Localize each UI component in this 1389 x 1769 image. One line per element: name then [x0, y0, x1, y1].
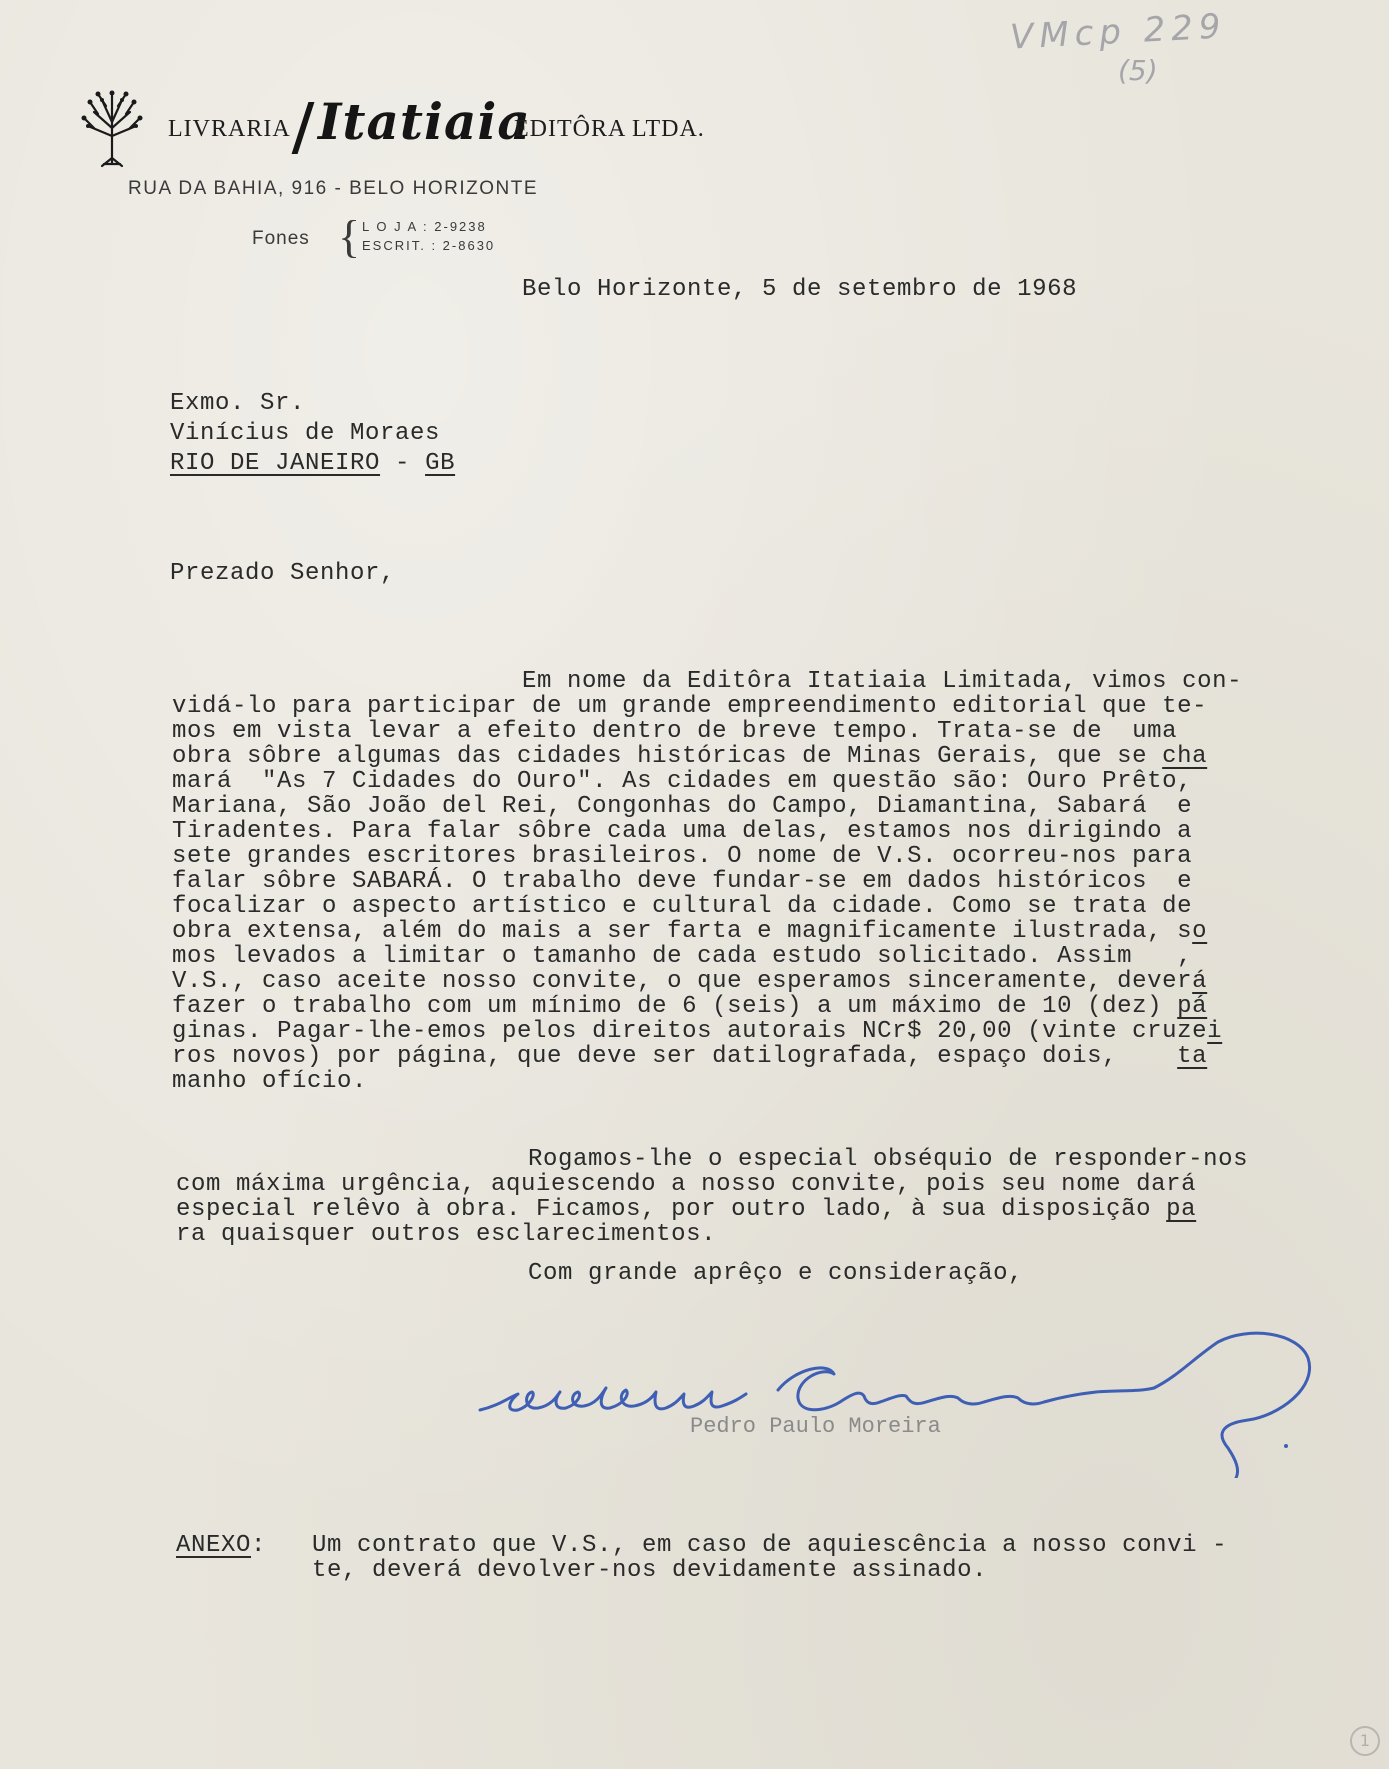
- body-text: fazer o trabalho com um mínimo de 6 (seis) a um máximo de 10 (dez): [172, 993, 1178, 1020]
- handwritten-signature: [478, 1328, 1358, 1478]
- phone-brace: {: [338, 211, 361, 262]
- body-text: especial relêvo à obra. Ficamos, por outro lado, à sua disposição: [176, 1196, 1167, 1223]
- letterhead-livraria: LIVRARIA: [168, 116, 291, 142]
- body-text: obra extensa, além do mais a ser farta e magnificamente ilustrada, s: [172, 918, 1193, 945]
- signer-name: Pedro Paulo Moreira: [690, 1414, 941, 1439]
- body-line: [172, 1020, 1222, 1044]
- body-line: mos levados a limitar o tamanho de cada estudo solicitado. Assim ,: [172, 943, 1193, 970]
- body-line: sete grandes escritores brasileiros. O nome de V.S. ocorreu-nos para: [172, 843, 1193, 870]
- letterhead-fones-label: Fones: [252, 228, 310, 249]
- body-text-underlined: o: [1192, 918, 1208, 945]
- annex-line: Um contrato que V.S., em caso de aquiescência a nosso convi -: [312, 1532, 1228, 1559]
- body-text-underlined: pá: [1177, 993, 1208, 1020]
- body-text-underlined: pa: [1166, 1196, 1197, 1223]
- recipient-name: Vinícius de Moraes: [170, 420, 441, 447]
- recipient-city: RIO DE JANEIRO: [170, 450, 381, 477]
- brand-slash-mark: [292, 102, 315, 154]
- closing-line: Com grande aprêço e consideração,: [528, 1260, 1024, 1287]
- recipient-title: Exmo. Sr.: [170, 390, 306, 417]
- body-line: [172, 1045, 1207, 1069]
- letter-date: Belo Horizonte, 5 de setembro de 1968: [522, 276, 1078, 303]
- archive-code: VMcp 229: [1009, 6, 1228, 58]
- body-line: [172, 970, 1207, 994]
- body-line: com máxima urgência, aquiescendo a nosso convite, pois seu nome dará: [176, 1171, 1197, 1198]
- body-line: Tiradentes. Para falar sôbre cada uma delas, estamos nos dirigindo a: [172, 818, 1193, 845]
- recipient-state: GB: [425, 450, 456, 477]
- recipient-separator: -: [380, 450, 426, 477]
- body-line: Mariana, São João del Rei, Congonhas do Campo, Diamantina, Sabará e: [172, 793, 1193, 820]
- phone-escritorio: ESCRIT. : 2-8630: [362, 238, 496, 253]
- annex-line: te, deverá devolver-nos devidamente assinado.: [312, 1557, 988, 1584]
- body-text: ros novos) por página, que deve ser datilografada, espaço dois,: [172, 1043, 1178, 1070]
- annex-label-line: [176, 1534, 266, 1558]
- annex-colon: :: [251, 1532, 267, 1559]
- body-text-underlined: á: [1192, 968, 1208, 995]
- body-line: Rogamos-lhe o especial obséquio de responder-nos: [528, 1146, 1249, 1173]
- letterhead-address: RUA DA BAHIA, 916 - BELO HORIZONTE: [128, 178, 538, 199]
- body-line: mará "As 7 Cidades do Ouro". As cidades em questão são: Ouro Prêto,: [172, 768, 1193, 795]
- phone-loja: L O J A : 2-9238: [362, 219, 487, 234]
- body-text-underlined: ta: [1177, 1043, 1208, 1070]
- body-line: falar sôbre SABARÁ. O trabalho deve fundar-se em dados históricos e: [172, 868, 1193, 895]
- body-line: [176, 1198, 1196, 1222]
- body-line: [172, 995, 1207, 1019]
- annex-label: ANEXO: [176, 1532, 252, 1559]
- page-number: 1: [1350, 1726, 1380, 1756]
- body-line: manho ofício.: [172, 1068, 368, 1095]
- body-text: V.S., caso aceite nosso convite, o que esperamos sinceramente, dever: [172, 968, 1193, 995]
- body-line: [172, 920, 1207, 944]
- body-line: vidá-lo para participar de um grande empreendimento editorial que te-: [172, 693, 1208, 720]
- body-text-underlined: i: [1207, 1018, 1223, 1045]
- body-line: [172, 745, 1207, 769]
- body-line: mos em vista levar a efeito dentro de breve tempo. Trata-se de uma: [172, 718, 1178, 745]
- body-line: ra quaisquer outros esclarecimentos.: [176, 1221, 717, 1248]
- body-text: ginas. Pagar-lhe-emos pelos direitos autorais NCr$ 20,00 (vinte cruze: [172, 1018, 1208, 1045]
- letterhead-brand: Itatiaia: [318, 92, 531, 151]
- letterhead-editora: EDITÔRA LTDA.: [514, 116, 705, 142]
- body-line: focalizar o aspecto artístico e cultural da cidade. Como se trata de: [172, 893, 1193, 920]
- archive-subcode: (5): [1118, 54, 1158, 87]
- recipient-location: [170, 452, 455, 476]
- body-text: obra sôbre algumas das cidades históricas de Minas Gerais, que se: [172, 743, 1163, 770]
- body-line: Em nome da Editôra Itatiaia Limitada, vimos con-: [522, 668, 1243, 695]
- body-text-underlined: cha: [1162, 743, 1208, 770]
- salutation: Prezado Senhor,: [170, 560, 396, 587]
- tree-logo-icon: [80, 88, 144, 168]
